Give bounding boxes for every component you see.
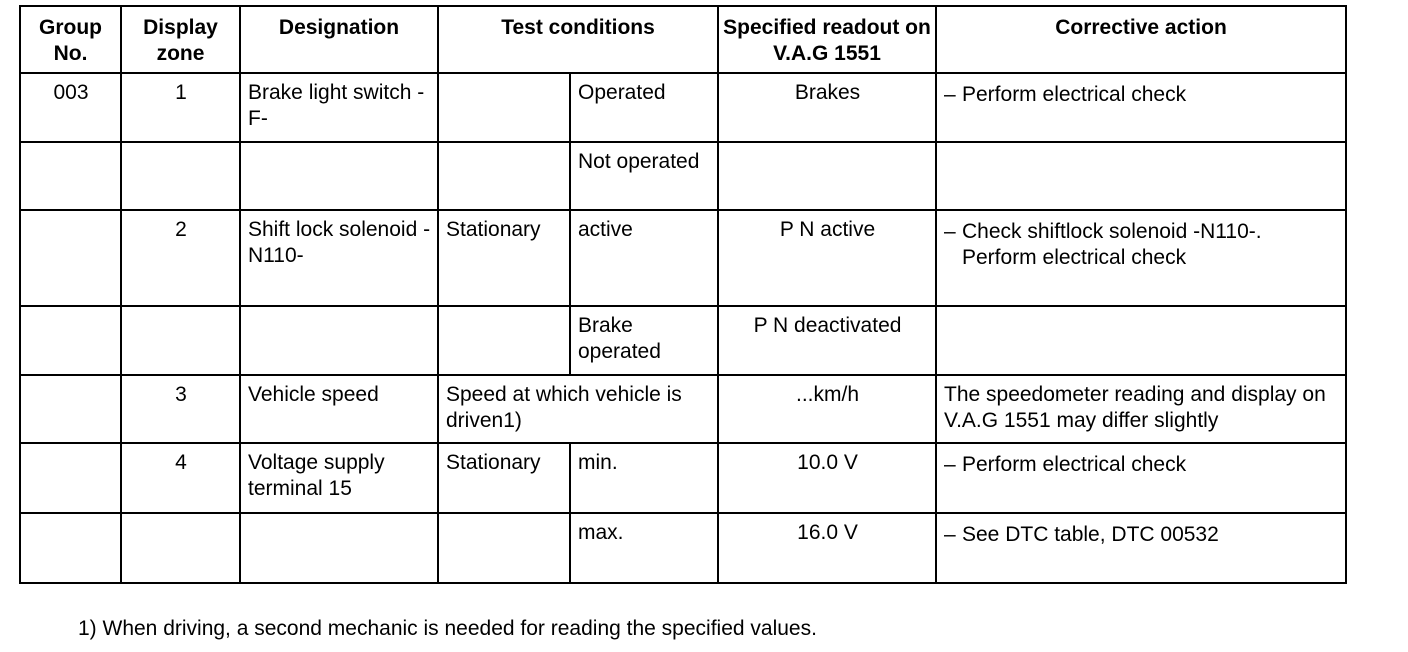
cell-zone xyxy=(121,513,240,583)
dash-bullet-icon: – xyxy=(944,452,956,476)
table-row xyxy=(20,513,1346,583)
table-row xyxy=(20,443,1346,513)
cell-designation: Voltage supply terminal 15 xyxy=(240,443,438,513)
cell-condition-2: Operated xyxy=(570,73,718,142)
header-specified-readout: Specified readout on V.A.G 1551 xyxy=(718,6,936,73)
action-item xyxy=(944,82,1339,108)
cell-condition-2: min. xyxy=(570,443,718,513)
cell-designation: Brake light switch -F- xyxy=(240,73,438,142)
cell-readout: Brakes xyxy=(718,73,936,142)
cell-zone: 1 xyxy=(121,73,240,142)
cell-designation xyxy=(240,513,438,583)
cell-zone: 3 xyxy=(121,375,240,443)
header-row xyxy=(20,6,1346,73)
cell-zone: 2 xyxy=(121,210,240,306)
cell-condition-2: max. xyxy=(570,513,718,583)
cell-condition-span: Speed at which vehicle is driven1) xyxy=(438,375,718,443)
cell-condition-1 xyxy=(438,142,570,210)
cell-zone xyxy=(121,306,240,374)
action-item xyxy=(944,219,1339,271)
cell-condition-1 xyxy=(438,73,570,142)
cell-designation xyxy=(240,142,438,210)
footnote: 1) When driving, a second mechanic is needed for reading the specified values. xyxy=(78,617,817,640)
action-text: See DTC table, DTC 00532 xyxy=(962,522,1219,546)
cell-condition-1: Stationary xyxy=(438,210,570,306)
cell-group xyxy=(20,142,121,210)
action-text: Check shiftlock solenoid -N110-. Perform electrical check xyxy=(962,220,1262,270)
header-designation: Designation xyxy=(240,6,438,73)
cell-designation: Vehicle speed xyxy=(240,375,438,443)
action-item xyxy=(944,452,1339,478)
cell-condition-1 xyxy=(438,513,570,583)
cell-readout: 10.0 V xyxy=(718,443,936,513)
table-row xyxy=(20,306,1346,374)
cell-readout xyxy=(718,142,936,210)
table-row xyxy=(20,210,1346,306)
cell-readout: P N deactivated xyxy=(718,306,936,374)
cell-action xyxy=(936,142,1346,210)
action-text: Perform electrical check xyxy=(962,452,1187,476)
cell-group xyxy=(20,513,121,583)
cell-designation xyxy=(240,306,438,374)
cell-readout: 16.0 V xyxy=(718,513,936,583)
header-test-conditions: Test conditions xyxy=(438,6,718,73)
dash-bullet-icon: – xyxy=(944,220,956,244)
cell-zone: 4 xyxy=(121,443,240,513)
cell-readout: P N active xyxy=(718,210,936,306)
header-group-no: Group No. xyxy=(20,6,121,73)
cell-group xyxy=(20,375,121,443)
diagnostic-spec-table xyxy=(19,5,1347,584)
cell-zone xyxy=(121,142,240,210)
cell-action xyxy=(936,210,1346,306)
cell-condition-1: Stationary xyxy=(438,443,570,513)
action-text: Perform electrical check xyxy=(962,83,1187,106)
cell-condition-2: active xyxy=(570,210,718,306)
cell-group: 003 xyxy=(20,73,121,142)
header-corrective-action: Corrective action xyxy=(936,6,1346,73)
cell-condition-2: Not operated xyxy=(570,142,718,210)
cell-condition-2: Brake operated xyxy=(570,306,718,374)
table-row xyxy=(20,375,1346,443)
cell-group xyxy=(20,443,121,513)
cell-group xyxy=(20,210,121,306)
cell-action: The speedometer reading and display on V.A.G 1551 may differ slightly xyxy=(936,375,1346,443)
action-item xyxy=(944,522,1339,548)
cell-action xyxy=(936,306,1346,374)
cell-action xyxy=(936,513,1346,583)
header-display-zone: Display zone xyxy=(121,6,240,73)
cell-condition-1 xyxy=(438,306,570,374)
dash-bullet-icon: – xyxy=(944,522,956,546)
cell-designation: Shift lock solenoid -N110- xyxy=(240,210,438,306)
dash-bullet-icon: – xyxy=(944,83,956,106)
cell-readout: ...km/h xyxy=(718,375,936,443)
cell-action xyxy=(936,443,1346,513)
table-row xyxy=(20,73,1346,142)
table-row xyxy=(20,142,1346,210)
cell-action xyxy=(936,73,1346,142)
cell-group xyxy=(20,306,121,374)
